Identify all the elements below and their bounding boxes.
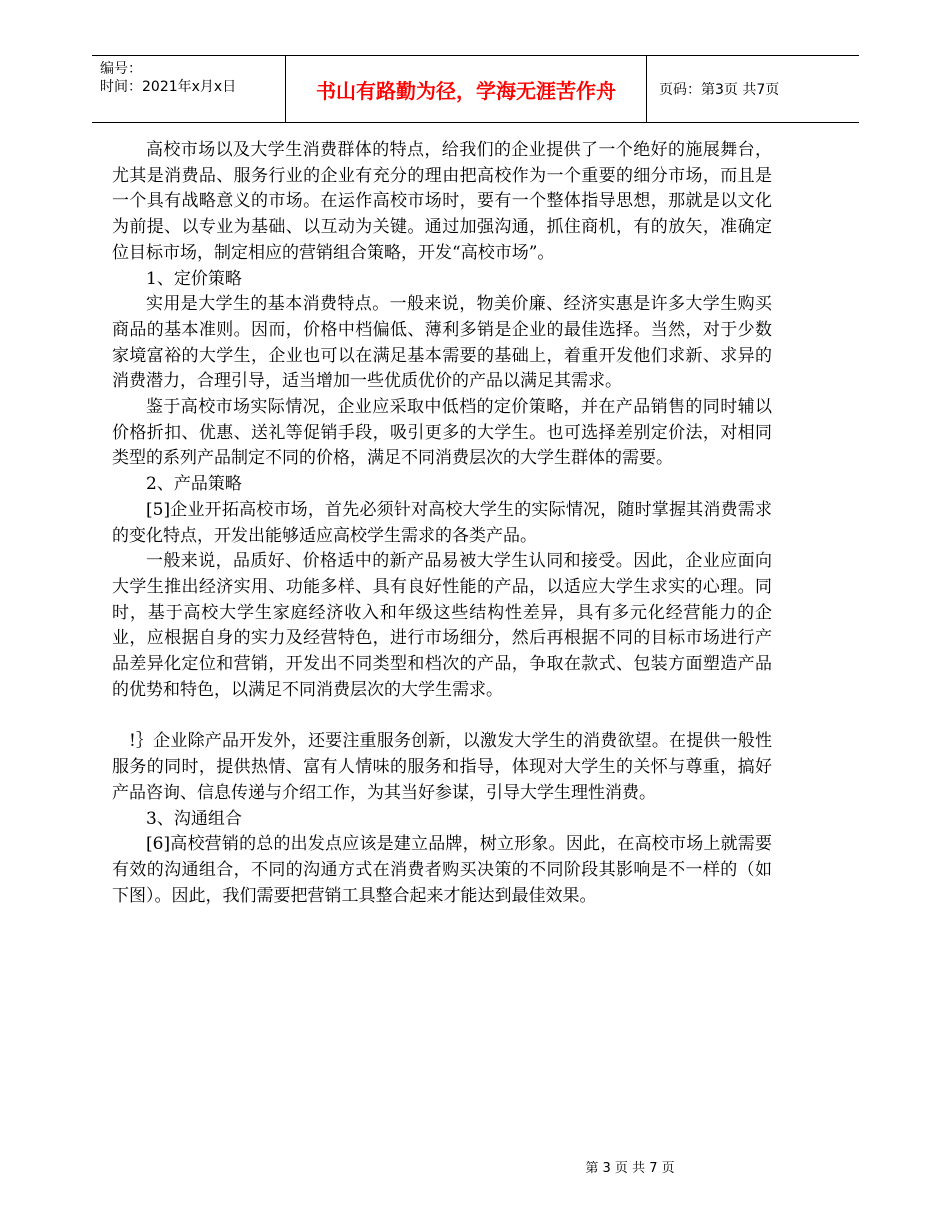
paragraph: 鉴于高校市场实际情况，企业应采取中低档的定价策略，并在产品销售的同时辅以价格折扣、优惠、送礼等促销手段，吸引更多的大学生。也可选择差别定价法，对相同类型的系列产品制定不同的价格，满足不同消费层次的大学生群体的需要。 — [112, 397, 772, 469]
page-header — [92, 55, 859, 123]
section-heading-communication: 3、沟通组合 — [146, 808, 242, 829]
paragraph-intro: 高校市场以及大学生消费群体的特点，给我们的企业提供了一个绝好的施展舞台，尤其是消费品、服务行业的企业有充分的理由把高校作为一个重要的细分市场，而且是一个具有战略意义的市场。在运作高校市场时，要有一个整体指导思想，那就是以文化为前提、以专业为基础、以互动为关键。通过加强沟通，抓住商机，有的放矢，准确定位目标市场，制定相应的营销组合策略，开发“高校市场”。 — [112, 140, 772, 263]
header-page-info: 页码：第3页 共7页 — [659, 82, 780, 98]
header-meta — [92, 56, 285, 122]
section-heading-pricing: 1、定价策略 — [146, 268, 242, 289]
paragraph: !｝企业除产品开发外，还要注重服务创新，以激发大学生的消费欲望。在提供一般性服务的同时，提供热情、富有人情味的服务和指导，体现对大学生的关怀与尊重，搞好产品咨询、信息传递与介绍工作，为其当好参谋，引导大学生理性消费。 — [112, 731, 772, 803]
section-heading-product: 2、产品策略 — [146, 474, 242, 495]
document-body — [112, 138, 772, 909]
paragraph: 一般来说，品质好、价格适中的新产品易被大学生认同和接受。因此，企业应面向大学生推出经济实用、功能多样、具有良好性能的产品，以适应大学生求实的心理。同时，基于高校大学生家庭经济收入和年级这些结构性差异，具有多元化经营能力的企业，应根据自身的实力及经营特色，进行市场细分，然后再根据不同的目标市场进行产品差异化定位和营销，开发出不同类型和档次的产品，争取在款式、包装方面塑造产品的优势和特色，以满足不同消费层次的大学生需求。 — [112, 551, 772, 700]
paragraph: [6]高校营销的总的出发点应该是建立品牌，树立形象。因此，在高校市场上就需要有效的沟通组合，不同的沟通方式在消费者购买决策的不同阶段其影响是不一样的（如下图）。因此，我们需要把营销工具整合起来才能达到最佳效果。 — [112, 834, 772, 906]
paragraph: [5]企业开拓高校市场，首先必须针对高校大学生的实际情况，随时掌握其消费需求的变化特点，开发出能够适应高校学生需求的各类产品。 — [112, 499, 772, 546]
paragraph: 实用是大学生的基本消费特点。一般来说，物美价廉、经济实惠是许多大学生购买商品的基本准则。因而，价格中档偏低、薄利多销是企业的最佳选择。当然，对于少数家境富裕的大学生，企业也可以在满足基本需要的基础上，着重开发他们求新、求异的消费潜力，合理引导，适当增加一些优质优价的产品以满足其需求。 — [112, 294, 772, 392]
header-motto: 书山有路勤为径，学海无涯苦作舟 — [285, 56, 647, 122]
page-footer: 第 3 页 共 7 页 — [585, 1161, 675, 1176]
document-time-label: 时间：2021年x月x日 — [100, 79, 237, 95]
document-number-label: 编号： — [100, 61, 142, 77]
